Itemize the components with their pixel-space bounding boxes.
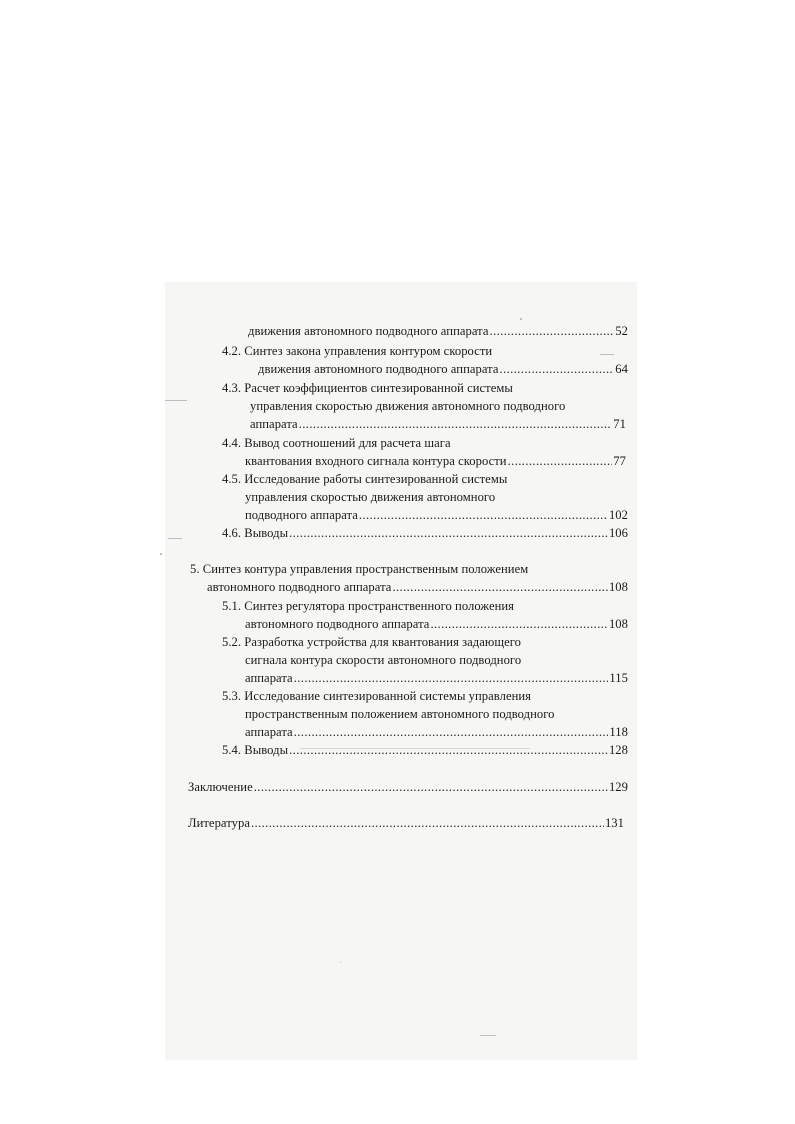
toc-entry-page: 118: [609, 725, 628, 739]
toc-entry-4-5-title: 4.5. Исследование работы синтезированной системы: [222, 472, 508, 486]
toc-leader-dots: [289, 742, 608, 758]
toc-entry-4-6: [222, 525, 628, 541]
toc-entry-page: 129: [608, 780, 628, 794]
toc-entry-4-1: [248, 323, 628, 339]
toc-entry-5-2-title-cont: сигнала контура скорости автономного подводного: [245, 653, 522, 667]
toc-leader-dots: [500, 361, 615, 377]
toc-entry-4-3-title-cont: управления скоростью движения автономного подводного: [250, 399, 566, 413]
toc-entry-title: Заключение: [188, 780, 253, 794]
toc-entry-page: 131: [604, 816, 624, 830]
toc-chapter-5: [207, 579, 628, 595]
toc-entry-4-3-title: 4.3. Расчет коэффициентов синтезированной системы: [222, 381, 513, 395]
toc-literature: [188, 815, 624, 831]
toc-leader-dots: [251, 815, 604, 831]
toc-entry-4-4-title: 4.4. Вывод соотношений для расчета шага: [222, 436, 451, 450]
scan-speck: [165, 400, 187, 401]
toc-entry-5-3-title-cont: пространственным положением автономного подводного: [245, 707, 555, 721]
toc-entry-page: 102: [608, 508, 628, 522]
toc-entry-page: 108: [608, 617, 628, 631]
toc-entry-5-3-title: 5.3. Исследование синтезированной системы управления: [222, 689, 532, 703]
toc-entry-page: 52: [615, 324, 628, 338]
toc-entry-4-2: [258, 361, 628, 377]
toc-conclusion: [188, 779, 628, 795]
toc-entry-title: квантования входного сигнала контура скорости: [245, 454, 507, 468]
toc-entry-title: аппарата: [245, 725, 293, 739]
toc-leader-dots: [430, 616, 608, 632]
toc-entry-4-5-title-cont: управления скоростью движения автономного: [245, 490, 496, 504]
toc-entry-title: автономного подводного аппарата: [207, 580, 392, 594]
toc-leader-dots: [392, 579, 608, 595]
toc-chapter-5-title: 5. Синтез контура управления пространственным положением: [190, 562, 529, 576]
toc-entry-page: 115: [609, 671, 628, 685]
scan-speck: [600, 354, 614, 355]
toc-leader-dots: [294, 724, 609, 740]
scan-speck: [480, 1035, 496, 1036]
toc-leader-dots: [294, 670, 609, 686]
toc-leader-dots: [508, 453, 613, 469]
scan-speck: [160, 553, 162, 555]
toc-entry-4-2-title: 4.2. Синтез закона управления контуром скорости: [222, 344, 493, 358]
toc-entry-page: 108: [608, 580, 628, 594]
toc-entry-4-4: [245, 453, 626, 469]
toc-entry-5-2-title: 5.2. Разработка устройства для квантования задающего: [222, 635, 521, 649]
toc-leader-dots: [254, 779, 608, 795]
toc-entry-title: подводного аппарата: [245, 508, 358, 522]
toc-entry-title: Литература: [188, 816, 250, 830]
scan-speck: [168, 538, 182, 539]
scan-speck: [340, 962, 341, 963]
toc-entry-5-3: [245, 724, 628, 740]
toc-entry-page: 64: [615, 362, 628, 376]
toc-entry-5-4: [222, 742, 628, 758]
toc-entry-5-2: [245, 670, 628, 686]
toc-entry-page: 77: [613, 454, 626, 468]
toc-entry-title: 5.4. Выводы: [222, 743, 289, 757]
toc-entry-page: 106: [608, 526, 628, 540]
scan-speck: [520, 318, 522, 320]
toc-entry-page: 128: [608, 743, 628, 757]
toc-entry-4-5: [245, 507, 628, 523]
toc-entry-4-3: [250, 416, 626, 432]
toc-entry-title: 4.6. Выводы: [222, 526, 289, 540]
toc-entry-5-1-title: 5.1. Синтез регулятора пространственного положения: [222, 599, 515, 613]
toc-entry-title: аппарата: [250, 417, 298, 431]
toc-leader-dots: [490, 323, 615, 339]
toc-leader-dots: [359, 507, 608, 523]
toc-entry-title: движения автономного подводного аппарата: [248, 324, 489, 338]
toc-leader-dots: [289, 525, 608, 541]
toc-entry-title: движения автономного подводного аппарата: [258, 362, 499, 376]
toc-entry-title: аппарата: [245, 671, 293, 685]
toc-entry-5-1: [245, 616, 628, 632]
toc-entry-page: 71: [613, 417, 626, 431]
toc-entry-title: автономного подводного аппарата: [245, 617, 430, 631]
toc-leader-dots: [299, 416, 613, 432]
